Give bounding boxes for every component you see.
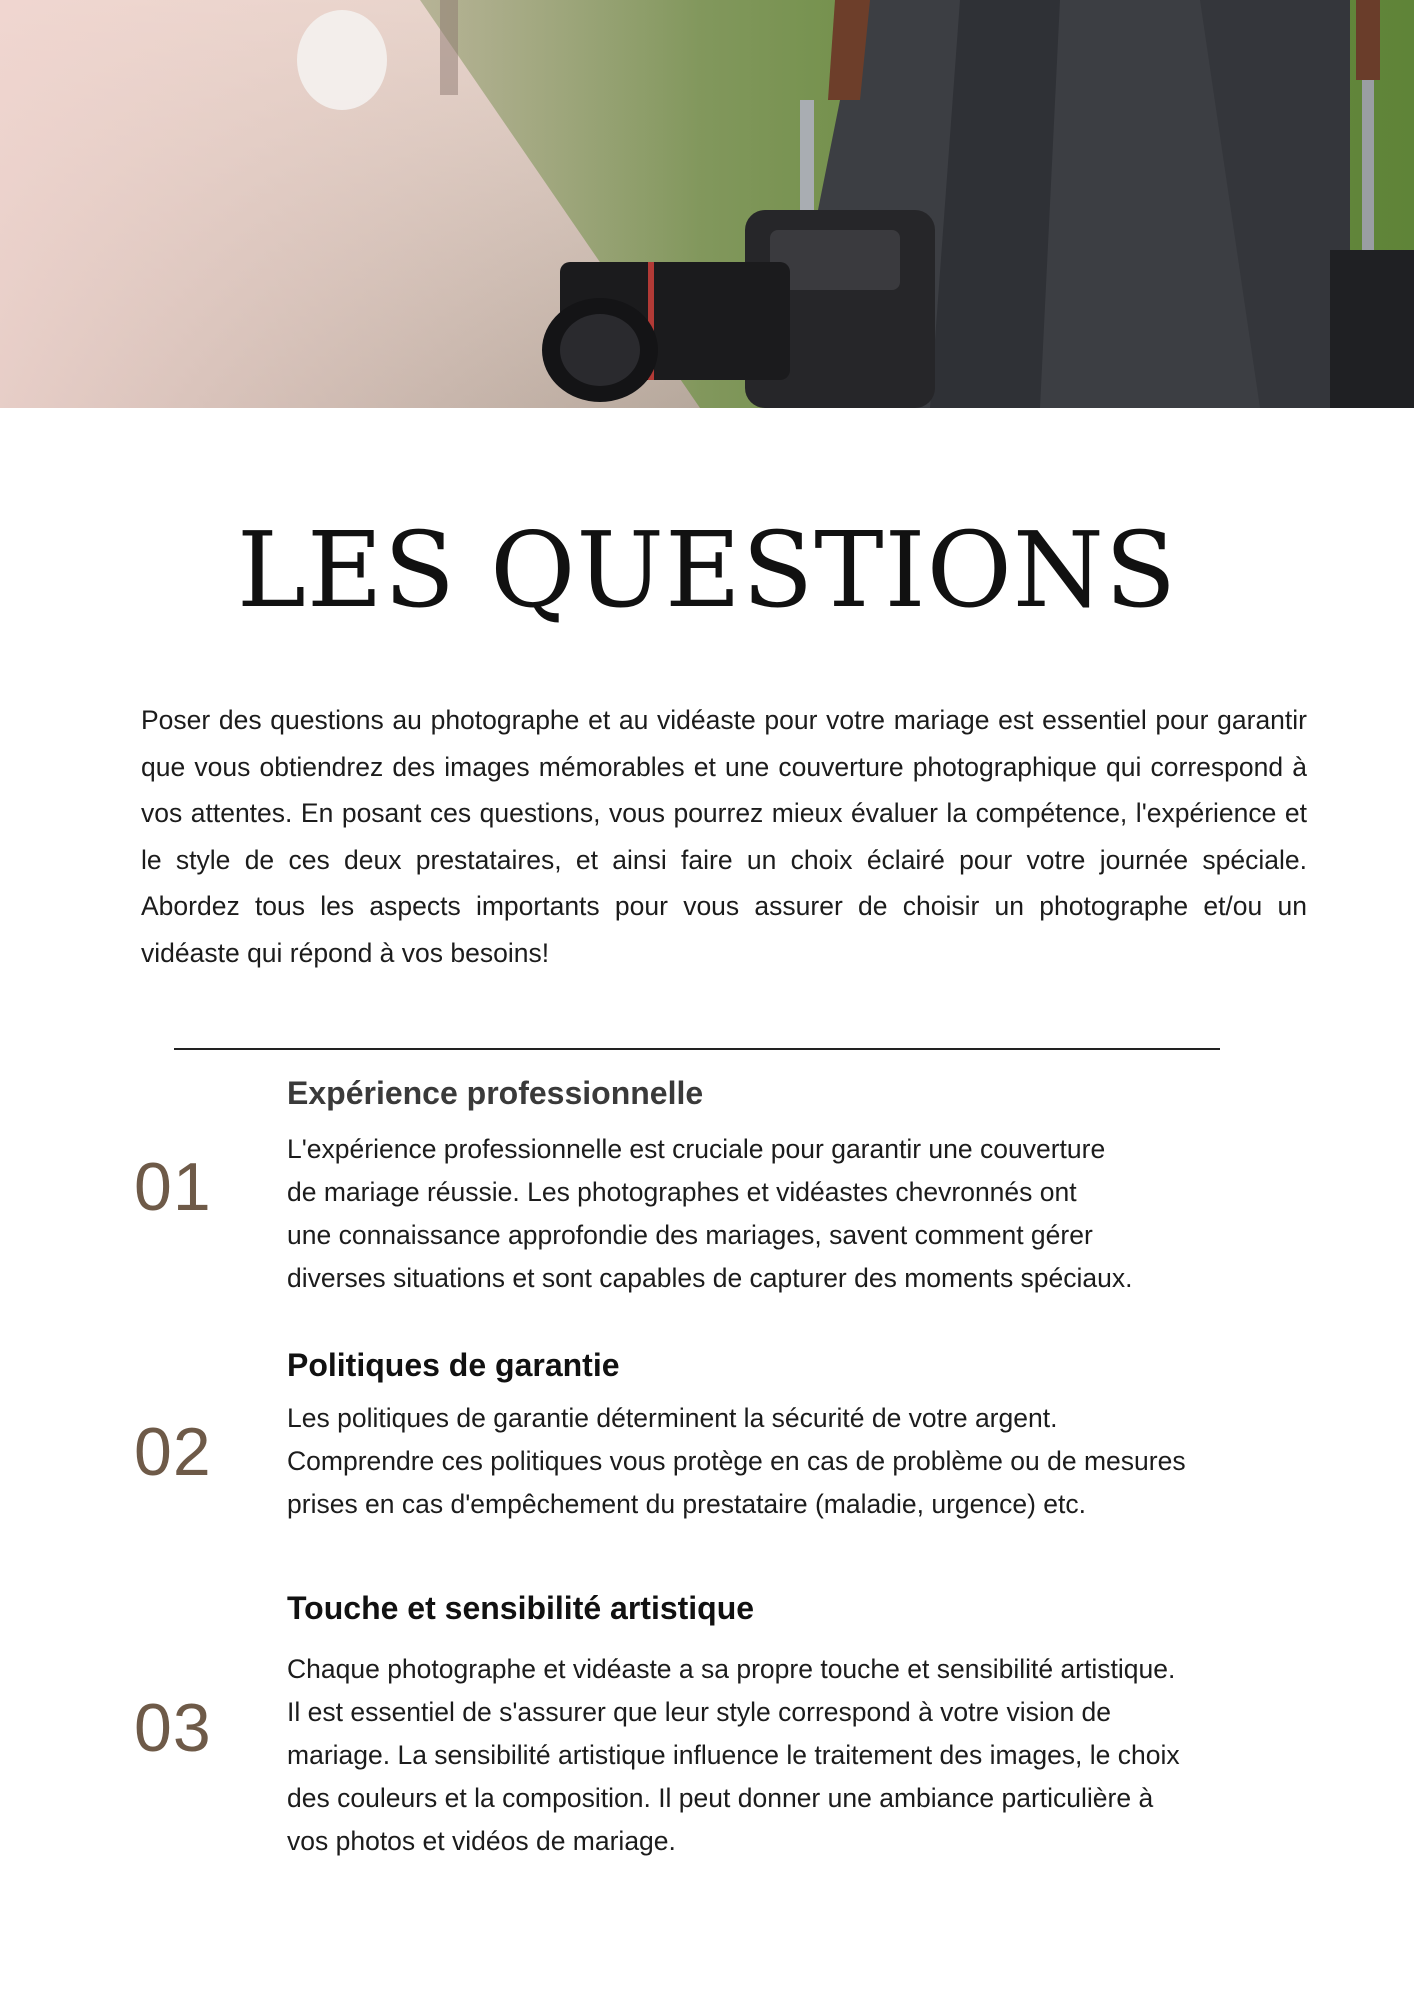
question-body-line: de mariage réussie. Les photographes et vidéastes chevronnés ont [287, 1177, 1077, 1207]
question-body-line: L'expérience professionnelle est cruciale pour garantir une couverture [287, 1134, 1106, 1164]
question-body-line: Il est essentiel de s'assurer que leur style correspond à votre vision de [287, 1697, 1112, 1727]
page-title: LES QUESTIONS [236, 509, 1178, 631]
question-body-line: mariage. La sensibilité artistique influence le traitement des images, le choix [287, 1740, 1180, 1770]
question-title: Expérience professionnelle [287, 1075, 704, 1111]
question-body-line: prises en cas d'empêchement du prestataire (maladie, urgence) etc. [287, 1489, 1086, 1519]
question-body-line: une connaissance approfondie des mariages, savent comment gérer [287, 1220, 1093, 1250]
question-body [287, 1397, 1297, 1526]
hero-photo [0, 0, 1414, 408]
section-divider [174, 1048, 1220, 1050]
question-number: 01 [134, 1149, 212, 1225]
question-number: 02 [134, 1414, 212, 1490]
question-body-line: Les politiques de garantie déterminent la sécurité de votre argent. [287, 1403, 1058, 1433]
intro-paragraph: Poser des questions au photographe et au vidéaste pour votre mariage est essentiel pour garantir que vous obtiendrez des images mémorables et une couverture photographique qui correspond à vos attentes. En posant ces questions, vous pourrez mieux évaluer la compétence, l'expérience et le style de ces deux prestataires, et ainsi faire un choix éclairé pour votre journée spéciale. Abordez tous les aspects importants pour vous assurer de choisir un photographe et/ou un vidéaste qui répond à vos besoins! [141, 705, 1307, 968]
question-body [287, 1648, 1297, 1863]
question-body-line: Chaque photographe et vidéaste a sa propre touche et sensibilité artistique. [287, 1654, 1176, 1684]
question-number: 03 [134, 1690, 212, 1766]
question-body-line: des couleurs et la composition. Il peut donner une ambiance particulière à [287, 1783, 1154, 1813]
question-title: Politiques de garantie [287, 1347, 620, 1383]
question-body-line: vos photos et vidéos de mariage. [287, 1826, 676, 1856]
photographer-camera-image [0, 0, 1414, 408]
question-title: Touche et sensibilité artistique [287, 1590, 755, 1626]
question-body [287, 1128, 1297, 1300]
question-body-line: diverses situations et sont capables de capturer des moments spéciaux. [287, 1263, 1133, 1293]
question-body-line: Comprendre ces politiques vous protège en cas de problème ou de mesures [287, 1446, 1186, 1476]
